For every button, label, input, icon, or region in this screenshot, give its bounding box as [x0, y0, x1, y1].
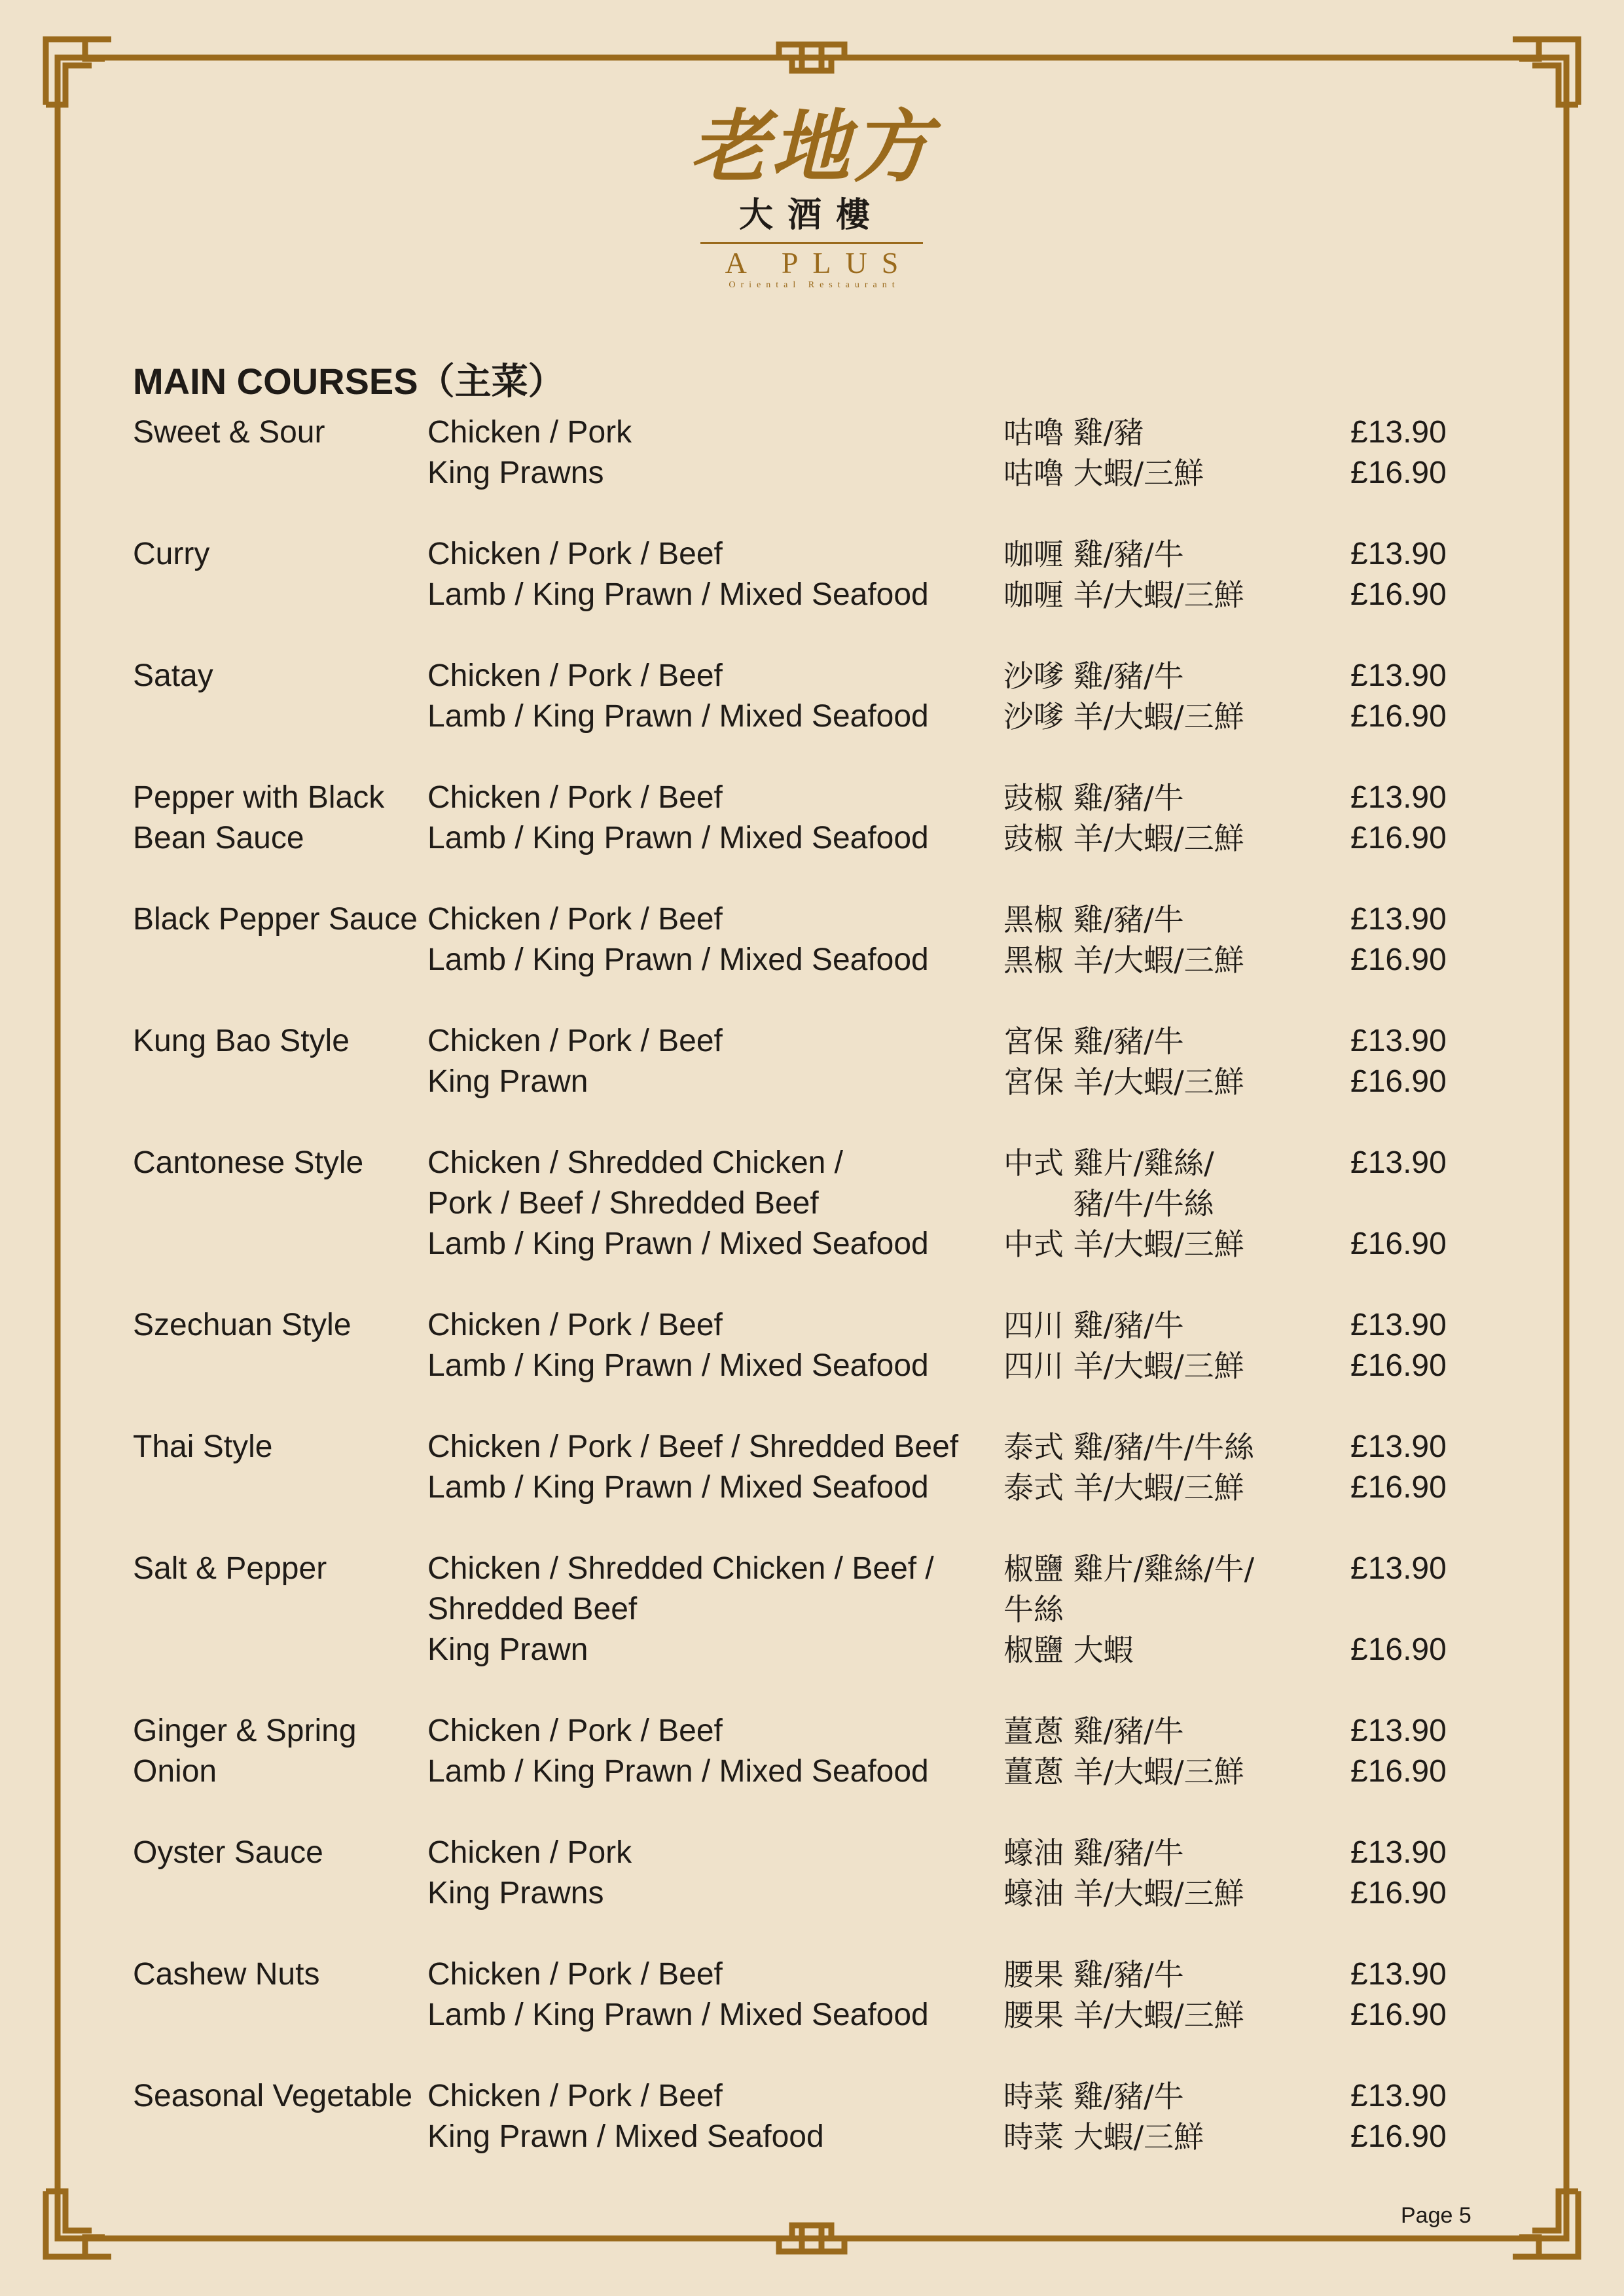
dish-price: £16.90	[1350, 1064, 1447, 1099]
menu-item	[133, 778, 1494, 859]
dish-price: £13.90	[1350, 780, 1447, 815]
dish-option-english: King Prawns	[427, 1876, 604, 1910]
dish-name: Black Pepper Sauce	[133, 902, 418, 937]
dish-option-english: Chicken / Pork / Beef	[427, 658, 723, 693]
dish-option-row	[427, 778, 1494, 818]
dish-option-row	[427, 1062, 1494, 1102]
dish-option-chinese: 咕嚕 雞/豬	[1003, 415, 1144, 450]
dish-price: £16.90	[1350, 821, 1447, 855]
dish-price: £16.90	[1350, 2119, 1447, 2154]
dish-option-row	[427, 940, 1494, 980]
dish-option-english: Chicken / Pork / Beef	[427, 1957, 723, 1992]
menu-item	[133, 1305, 1494, 1386]
menu-list	[133, 412, 1494, 2198]
dish-option-english: King Prawn	[427, 1632, 588, 1667]
dish-name: Cashew Nuts	[133, 1957, 320, 1992]
dish-option-row	[427, 899, 1494, 940]
dish-price: £16.90	[1350, 1876, 1447, 1910]
dish-option-english: Lamb / King Prawn / Mixed Seafood	[427, 699, 929, 734]
dish-option-row	[427, 1021, 1494, 1062]
dish-option-row	[427, 1549, 1494, 1589]
dish-option-row	[427, 575, 1494, 615]
dish-option-english: King Prawn / Mixed Seafood	[427, 2119, 824, 2154]
dish-option-chinese: 時菜 大蝦/三鮮	[1003, 2119, 1204, 2155]
dish-price: £16.90	[1350, 1998, 1447, 2032]
dish-option-chinese: 腰果 羊/大蝦/三鮮	[1003, 1998, 1244, 2033]
dish-option-english: Chicken / Pork	[427, 1835, 632, 1870]
dish-price: £13.90	[1350, 658, 1447, 693]
dish-name: Oyster Sauce	[133, 1835, 323, 1870]
dish-price: £13.90	[1350, 1713, 1447, 1748]
dish-option-english: King Prawn	[427, 1064, 588, 1099]
dish-option-english: Chicken / Pork	[427, 415, 632, 450]
menu-item	[133, 1143, 1494, 1265]
dish-option-chinese: 豉椒 雞/豬/牛	[1003, 780, 1184, 816]
dish-name: Sweet & Sour	[133, 415, 325, 450]
dish-name: Salt & Pepper	[133, 1551, 327, 1586]
dish-name: Cantonese Style	[133, 1145, 364, 1180]
dish-option-chinese: 椒鹽 雞片/雞絲/牛/	[1003, 1551, 1255, 1587]
dish-option-chinese: 沙嗲 羊/大蝦/三鮮	[1003, 699, 1244, 734]
dish-option-row	[427, 1467, 1494, 1508]
dish-price: £16.90	[1350, 1227, 1447, 1261]
dish-option-english: Lamb / King Prawn / Mixed Seafood	[427, 942, 929, 977]
dish-option-row	[427, 1954, 1494, 1995]
menu-item	[133, 412, 1494, 493]
dish-option-chinese: 四川 羊/大蝦/三鮮	[1003, 1348, 1244, 1384]
dish-option-row	[427, 1224, 1494, 1265]
dish-option-english: Pork / Beef / Shredded Beef	[427, 1186, 819, 1221]
dish-price: £16.90	[1350, 1470, 1447, 1505]
dish-option-row	[427, 1346, 1494, 1386]
dish-option-chinese: 豬/牛/牛絲	[1003, 1186, 1214, 1221]
dish-option-row	[427, 1183, 1494, 1224]
dish-option-chinese: 豉椒 羊/大蝦/三鮮	[1003, 821, 1244, 856]
dish-name: Ginger & Spring Onion	[133, 1713, 357, 1789]
logo-english-name: A PLUS	[725, 246, 913, 279]
dish-option-row	[427, 412, 1494, 453]
dish-name: Satay	[133, 658, 213, 693]
dish-price: £16.90	[1350, 577, 1447, 612]
dish-option-row	[427, 1873, 1494, 1914]
dish-option-english: Lamb / King Prawn / Mixed Seafood	[427, 821, 929, 855]
logo-chinese-name: 老地方	[690, 101, 933, 193]
menu-item	[133, 1021, 1494, 1102]
dish-option-chinese: 蠔油 雞/豬/牛	[1003, 1835, 1184, 1871]
dish-option-english: Chicken / Pork / Beef	[427, 780, 723, 815]
dish-name: Seasonal Vegetable	[133, 2079, 413, 2113]
dish-option-chinese: 宮保 雞/豬/牛	[1003, 1024, 1184, 1059]
dish-option-row	[427, 1751, 1494, 1792]
dish-option-row	[427, 696, 1494, 737]
dish-option-english: Chicken / Shredded Chicken / Beef /	[427, 1551, 934, 1586]
dish-option-row	[427, 2076, 1494, 2117]
dish-option-chinese: 椒鹽 大蝦	[1003, 1632, 1134, 1668]
dish-price: £13.90	[1350, 2079, 1447, 2113]
dish-option-english: Chicken / Pork / Beef	[427, 1713, 723, 1748]
menu-item	[133, 534, 1494, 615]
dish-option-english: Lamb / King Prawn / Mixed Seafood	[427, 1348, 929, 1383]
dish-price: £13.90	[1350, 537, 1447, 571]
dish-price: £13.90	[1350, 1551, 1447, 1586]
dish-price: £13.90	[1350, 902, 1447, 937]
dish-option-english: Chicken / Pork / Beef	[427, 2079, 723, 2113]
dish-price: £16.90	[1350, 699, 1447, 734]
dish-option-chinese: 咖喱 雞/豬/牛	[1003, 537, 1184, 572]
dish-price: £13.90	[1350, 1024, 1447, 1058]
dish-option-chinese: 黑椒 雞/豬/牛	[1003, 902, 1184, 937]
dish-price: £13.90	[1350, 1429, 1447, 1464]
dish-option-row	[427, 656, 1494, 696]
dish-name: Szechuan Style	[133, 1308, 352, 1342]
dish-price: £16.90	[1350, 1754, 1447, 1789]
dish-option-row	[427, 1589, 1494, 1630]
dish-option-chinese: 牛絲	[1003, 1592, 1064, 1627]
section-title: MAIN COURSES（主菜）	[133, 361, 565, 402]
dish-option-chinese: 時菜 雞/豬/牛	[1003, 2079, 1184, 2114]
dish-option-english: Chicken / Pork / Beef	[427, 1308, 723, 1342]
logo-tagline: Oriental Restaurant	[729, 280, 900, 290]
dish-option-row	[427, 2117, 1494, 2157]
dish-option-chinese: 薑蔥 雞/豬/牛	[1003, 1713, 1184, 1749]
dish-price: £16.90	[1350, 1348, 1447, 1383]
dish-option-row	[427, 534, 1494, 575]
dish-option-chinese: 沙嗲 雞/豬/牛	[1003, 658, 1184, 694]
dish-option-row	[427, 1995, 1494, 2036]
dish-name: Curry	[133, 537, 210, 571]
dish-price: £13.90	[1350, 1308, 1447, 1342]
dish-option-english: Chicken / Pork / Beef	[427, 1024, 723, 1058]
dish-price: £13.90	[1350, 1957, 1447, 1992]
dish-option-english: Chicken / Pork / Beef	[427, 537, 723, 571]
dish-option-english: Chicken / Pork / Beef	[427, 902, 723, 937]
dish-option-chinese: 宮保 羊/大蝦/三鮮	[1003, 1064, 1244, 1100]
dish-option-english: Lamb / King Prawn / Mixed Seafood	[427, 1998, 929, 2032]
dish-price: £13.90	[1350, 415, 1447, 450]
dish-name: Thai Style	[133, 1429, 273, 1464]
menu-item	[133, 1954, 1494, 2036]
dish-option-row	[427, 1427, 1494, 1467]
dish-option-chinese: 蠔油 羊/大蝦/三鮮	[1003, 1876, 1244, 1911]
page-number: Page 5	[1401, 2203, 1471, 2228]
menu-item	[133, 1711, 1494, 1792]
menu-item	[133, 2076, 1494, 2157]
dish-option-chinese: 中式 雞片/雞絲/	[1003, 1145, 1214, 1181]
dish-option-row	[427, 1143, 1494, 1183]
dish-name: Kung Bao Style	[133, 1024, 350, 1058]
logo-divider	[700, 242, 923, 244]
restaurant-logo	[655, 98, 969, 321]
dish-price: £16.90	[1350, 1632, 1447, 1667]
dish-option-chinese: 咖喱 羊/大蝦/三鮮	[1003, 577, 1244, 613]
dish-price: £16.90	[1350, 456, 1447, 490]
dish-option-chinese: 黑椒 羊/大蝦/三鮮	[1003, 942, 1244, 978]
menu-item	[133, 1427, 1494, 1508]
dish-option-english: Chicken / Pork / Beef / Shredded Beef	[427, 1429, 959, 1464]
dish-option-row	[427, 1630, 1494, 1670]
dish-option-row	[427, 453, 1494, 493]
dish-option-english: Lamb / King Prawn / Mixed Seafood	[427, 1470, 929, 1505]
menu-item	[133, 1833, 1494, 1914]
dish-option-chinese: 腰果 雞/豬/牛	[1003, 1957, 1184, 1992]
dish-price: £13.90	[1350, 1835, 1447, 1870]
dish-option-english: Shredded Beef	[427, 1592, 638, 1626]
dish-option-english: Lamb / King Prawn / Mixed Seafood	[427, 1754, 929, 1789]
dish-option-english: Chicken / Shredded Chicken /	[427, 1145, 844, 1180]
dish-option-chinese: 泰式 雞/豬/牛/牛絲	[1003, 1429, 1255, 1465]
dish-price: £13.90	[1350, 1145, 1447, 1180]
dish-option-chinese: 四川 雞/豬/牛	[1003, 1308, 1184, 1343]
dish-option-row	[427, 1833, 1494, 1873]
dish-option-row	[427, 1305, 1494, 1346]
menu-item	[133, 656, 1494, 737]
dish-option-english: Lamb / King Prawn / Mixed Seafood	[427, 1227, 929, 1261]
dish-option-chinese: 中式 羊/大蝦/三鮮	[1003, 1227, 1244, 1262]
dish-option-row	[427, 1711, 1494, 1751]
menu-item	[133, 1549, 1494, 1670]
dish-option-chinese: 薑蔥 羊/大蝦/三鮮	[1003, 1754, 1244, 1789]
dish-option-row	[427, 818, 1494, 859]
dish-option-chinese: 咕嚕 大蝦/三鮮	[1003, 456, 1204, 491]
dish-option-chinese: 泰式 羊/大蝦/三鮮	[1003, 1470, 1244, 1505]
dish-option-english: Lamb / King Prawn / Mixed Seafood	[427, 577, 929, 612]
dish-name: Pepper with Black Bean Sauce	[133, 780, 385, 855]
menu-item	[133, 899, 1494, 980]
dish-option-english: King Prawns	[427, 456, 604, 490]
logo-chinese-subtitle: 大酒樓	[738, 195, 884, 235]
dish-price: £16.90	[1350, 942, 1447, 977]
